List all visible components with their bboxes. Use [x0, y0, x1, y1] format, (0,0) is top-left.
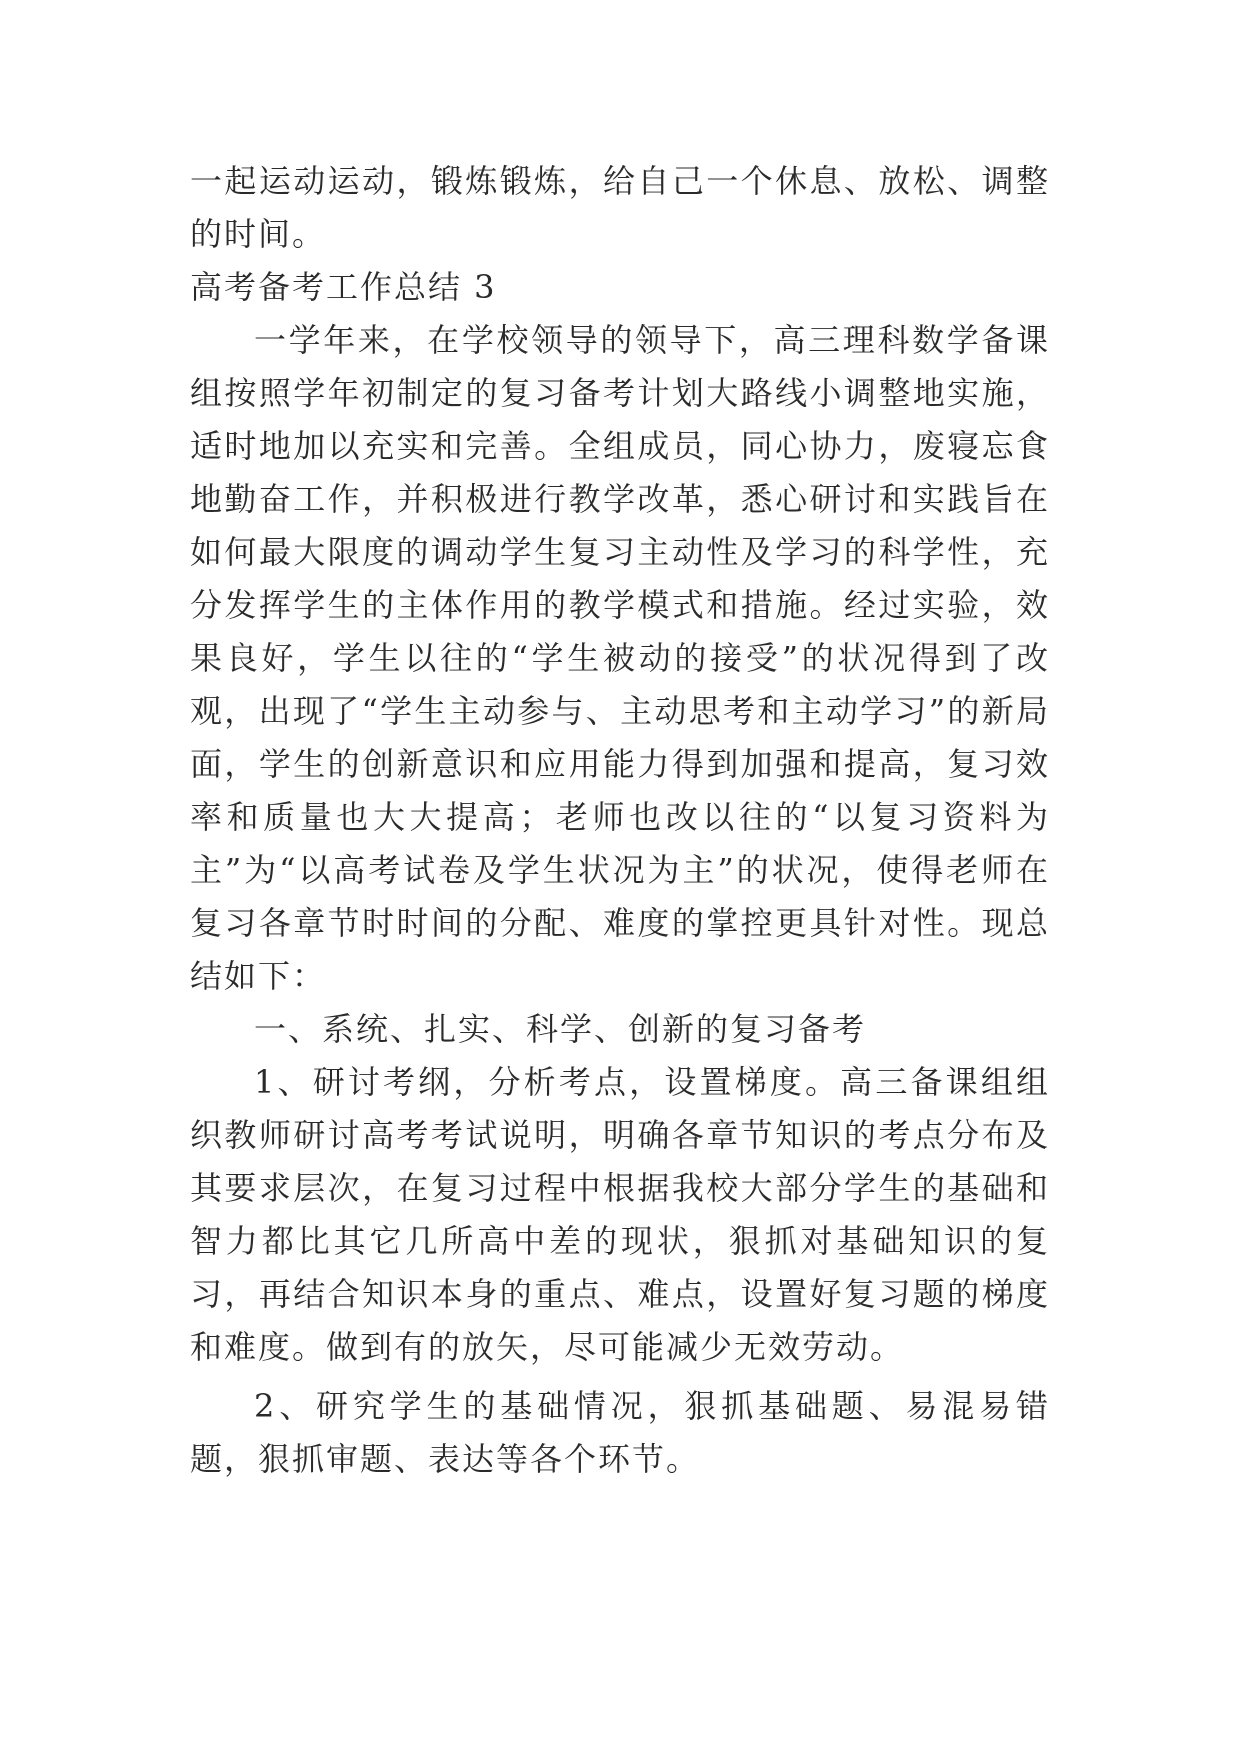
- document-body: [190, 155, 1050, 1486]
- paragraph-item-2: 2、研究学生的基础情况，狠抓基础题、易混易错题，狠抓审题、表达等各个环节。: [190, 1387, 1050, 1478]
- subsection-heading: 一、系统、扎实、科学、创新的复习备考: [254, 1010, 867, 1048]
- paragraph-item-1: 1、研讨考纲，分析考点，设置梯度。高三备课组组织教师研讨高考考试说明，明确各章节知识的考点分布及其要求层次，在复习过程中根据我校大部分学生的基础和智力都比其它几所高中差的现状，狠抓对基础知识的复习，再结合知识本身的重点、难点，设置好复习题的梯度和难度。做到有的放矢，尽可能减少无效劳动。: [190, 1063, 1050, 1366]
- section-title: 高考备考工作总结 3: [190, 268, 497, 306]
- paragraph-intro: 一学年来，在学校领导的领导下，高三理科数学备课组按照学年初制定的复习备考计划大路线小调整地实施，适时地加以充实和完善。全组成员，同心协力，废寝忘食地勤奋工作，并积极进行教学改革，悉心研讨和实践旨在如何最大限度的调动学生复习主动性及学习的科学性，充分发挥学生的主体作用的教学模式和措施。经过实验，效果良好，学生以往的“学生被动的接受”的状况得到了改观，出现了“学生主动参与、主动思考和主动学习”的新局面，学生的创新意识和应用能力得到加强和提高，复习效率和质量也大大提高；老师也改以往的“以复习资料为主”为“以高考试卷及学生状况为主”的状况，使得老师在复习各章节时时间的分配、难度的掌控更具针对性。现总结如下：: [190, 321, 1050, 995]
- paragraph-continuation: 一起运动运动，锻炼锻炼，给自己一个休息、放松、调整的时间。: [190, 162, 1050, 253]
